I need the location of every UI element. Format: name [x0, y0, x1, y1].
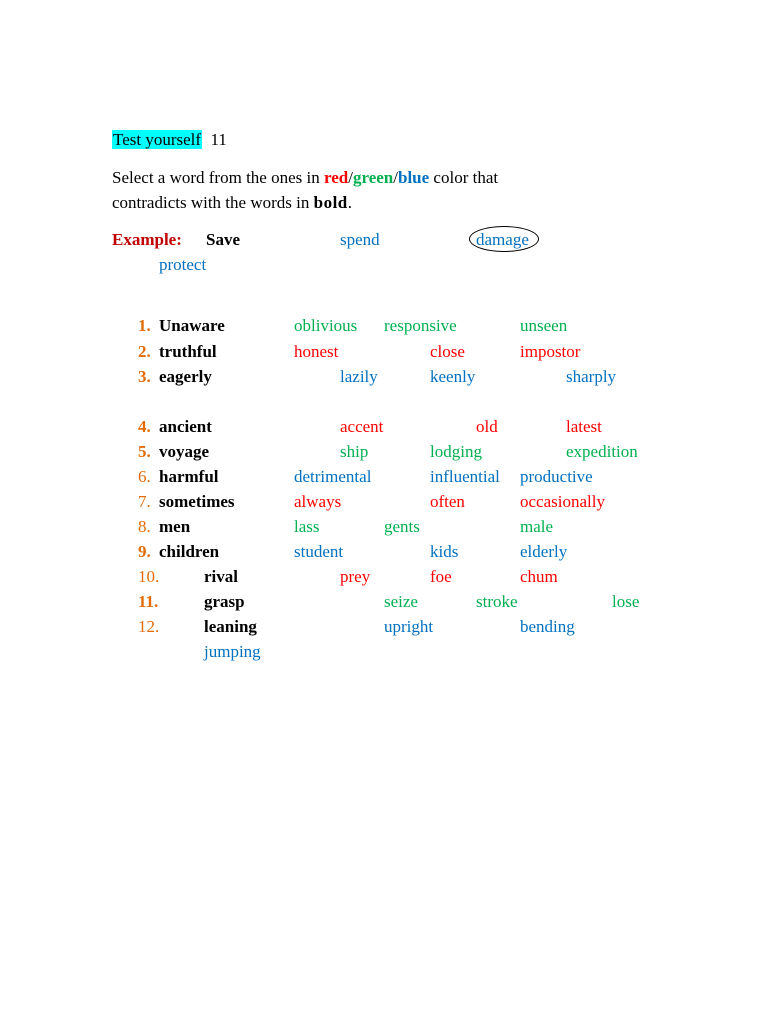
example-option: spend [340, 230, 380, 249]
item-option: bending [520, 617, 575, 636]
item-option: kids [430, 542, 459, 561]
item-option: honest [294, 342, 339, 361]
item-word: men [159, 517, 191, 536]
item-option: seize [384, 592, 418, 611]
item-word: ancient [159, 417, 212, 436]
item-option: prey [340, 567, 371, 586]
item-option: impostor [520, 342, 581, 361]
item-option: detrimental [294, 467, 372, 486]
item-word: rival [204, 567, 238, 586]
item-word: grasp [204, 592, 245, 611]
red-word: red [323, 168, 349, 187]
item-number: 9. [138, 542, 151, 561]
item-option: lodging [430, 442, 482, 461]
item-option: old [476, 417, 498, 436]
instructions-text: Select a word from the ones in [112, 168, 324, 187]
item-option: male [520, 517, 554, 536]
green-word: green [352, 168, 394, 187]
item-option: responsive [384, 316, 457, 335]
item-number: 4. [138, 417, 151, 436]
instructions-text: color that [429, 168, 499, 187]
separator: / [393, 168, 398, 187]
test-number: 11 [210, 130, 227, 149]
item-option: close [430, 342, 465, 361]
test-title: Test yourself [113, 130, 202, 149]
item-number: 8. [138, 517, 151, 536]
instructions-line-1 [112, 168, 498, 188]
item-option: lass [294, 517, 320, 536]
item-number: 11. [138, 592, 159, 611]
test-title-line [112, 130, 227, 150]
item-word: voyage [159, 442, 210, 461]
instructions-text: contradicts with the words in [112, 193, 314, 212]
item-word: harmful [159, 467, 219, 486]
item-number: 2. [138, 342, 151, 361]
item-number: 6. [138, 467, 151, 486]
item-option: lazily [340, 367, 378, 386]
example-word: Save [206, 230, 240, 249]
item-option: elderly [520, 542, 568, 561]
answer-circle [469, 226, 539, 252]
item-option: upright [384, 617, 434, 636]
instructions-line-2 [112, 193, 352, 213]
item-number: 1. [138, 316, 151, 335]
item-word: Unaware [159, 316, 225, 335]
item-option: accent [340, 417, 384, 436]
item-option: productive [520, 467, 593, 486]
item-number: 7. [138, 492, 151, 511]
item-option: stroke [476, 592, 518, 611]
example-option: protect [159, 255, 207, 274]
item-option: student [294, 542, 344, 561]
item-word: sometimes [159, 492, 235, 511]
bold-word: bold [313, 193, 348, 212]
item-number: 10. [138, 567, 160, 586]
item-option: unseen [520, 316, 568, 335]
item-option: keenly [430, 367, 476, 386]
item-option: lose [612, 592, 640, 611]
item-number: 3. [138, 367, 151, 386]
item-number: 12. [138, 617, 160, 636]
item-word: eagerly [159, 367, 212, 386]
item-word: children [159, 542, 220, 561]
item-option: jumping [204, 642, 261, 661]
item-word: leaning [204, 617, 257, 636]
item-option: latest [566, 417, 602, 436]
blue-word: blue [397, 168, 430, 187]
item-option: expedition [566, 442, 638, 461]
item-option: chum [520, 567, 558, 586]
item-option: ship [340, 442, 369, 461]
item-word: truthful [159, 342, 217, 361]
instructions-text: . [347, 193, 352, 212]
example-option-circled: damage [476, 230, 529, 249]
item-option: oblivious [294, 316, 358, 335]
item-option: always [294, 492, 342, 511]
item-option: sharply [566, 367, 617, 386]
item-option: often [430, 492, 465, 511]
item-option: influential [430, 467, 500, 486]
item-option: gents [384, 517, 420, 536]
item-number: 5. [138, 442, 151, 461]
item-option: foe [430, 567, 452, 586]
example-label: Example: [112, 230, 182, 249]
separator: / [348, 168, 353, 187]
item-option: occasionally [520, 492, 605, 511]
